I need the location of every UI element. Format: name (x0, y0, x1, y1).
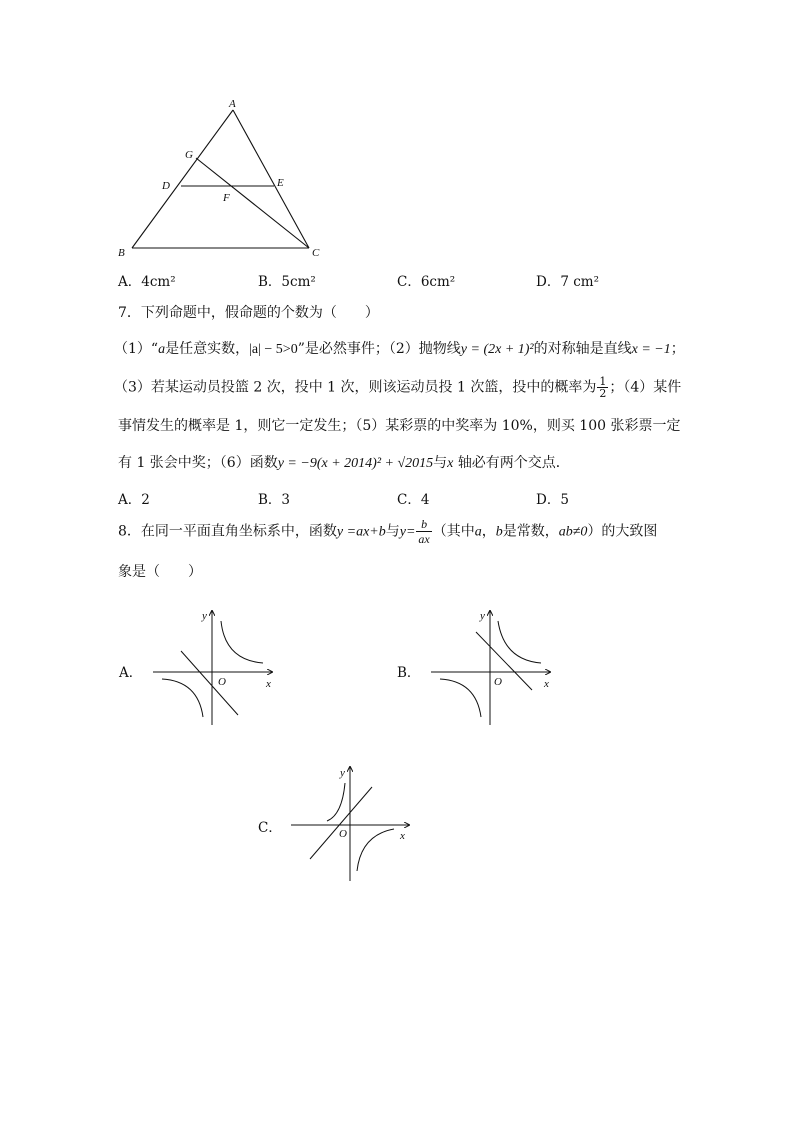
graph-a[interactable] (148, 605, 278, 730)
point-f-label: F (223, 192, 230, 204)
q7-option-b[interactable]: B．3 (258, 492, 291, 508)
vertex-b-label: B (118, 247, 125, 259)
abs-expression: |a| − 5>0 (249, 342, 298, 357)
q7-line-2: （3）若某运动员投篮 2 次，投中 1 次，则该运动员投 1 次篮，投中的概率为 $\frac{1}{2}$ ；（4）某件 (114, 375, 682, 400)
q7-line-3: 事情发生的概率是 1，则它一定发生；（5）某彩票的中奖率为 10%，则买 100 张彩票一定 (118, 418, 681, 434)
triangle-figure (110, 95, 340, 265)
graph-b[interactable] (426, 605, 556, 730)
graph-c-x-label: x (400, 830, 405, 842)
graph-c[interactable] (287, 763, 417, 888)
vertex-a-label: A (229, 98, 236, 110)
graph-c-origin-label: O (339, 828, 347, 840)
b-over-ax-fraction: $\frac{b}{ax}$ (418, 517, 430, 546)
graph-a-x-label: x (266, 678, 271, 690)
graph-a-origin-label: O (218, 676, 226, 688)
q7-option-d[interactable]: D．5 (536, 492, 569, 508)
q6-option-c[interactable]: C．6cm² (397, 274, 456, 290)
one-half-fraction: $\frac{1}{2}$ (599, 375, 607, 400)
q7-line-4: 有 1 张会中奖；（6）函数y = −9(x + 2014)² + √2015与x 轴必有两个交点． (118, 455, 570, 471)
vertex-c-label: C (312, 247, 320, 259)
q6-option-a[interactable]: A．4cm² (118, 274, 176, 290)
q8-line-2: 象是（ ） (118, 564, 202, 580)
q7-option-c[interactable]: C．4 (397, 492, 430, 508)
q7-stem: 7．下列命题中，假命题的个数为（ ） (118, 305, 379, 321)
graph-b-option-label[interactable]: B． (397, 665, 421, 681)
graph-a-option-label[interactable]: A． (119, 665, 143, 681)
axis-expression: x = −1 (631, 342, 671, 357)
graph-b-x-label: x (544, 678, 549, 690)
graph-a-y-label: y (202, 610, 207, 622)
graph-b-y-label: y (480, 610, 485, 622)
q6-option-d[interactable]: D．7 cm² (536, 274, 599, 290)
q6-option-b[interactable]: B．5cm² (258, 274, 316, 290)
graph-c-option-label[interactable]: C． (258, 820, 282, 836)
parabola-expression: y = (2x + 1)² (460, 342, 534, 357)
q8-line-1: 8．在同一平面直角坐标系中，函数y =ax+b与y= $\frac{b}{ax}$ （其中a，b是常数，ab≠0）的大致图 (118, 517, 658, 546)
graph-c-y-label: y (340, 767, 345, 779)
point-d-label: D (162, 180, 170, 192)
q7-option-a[interactable]: A．2 (118, 492, 150, 508)
point-g-label: G (185, 149, 193, 161)
point-e-label: E (277, 177, 284, 189)
graph-b-origin-label: O (494, 676, 502, 688)
function-6-expression: y = −9(x + 2014)² + √2015 (277, 456, 434, 471)
q7-line-1: （1）“a是任意实数，|a| − 5>0”是必然事件；（2）抛物线y = (2x + 1)²的对称轴是直线x = −1； (114, 341, 685, 357)
